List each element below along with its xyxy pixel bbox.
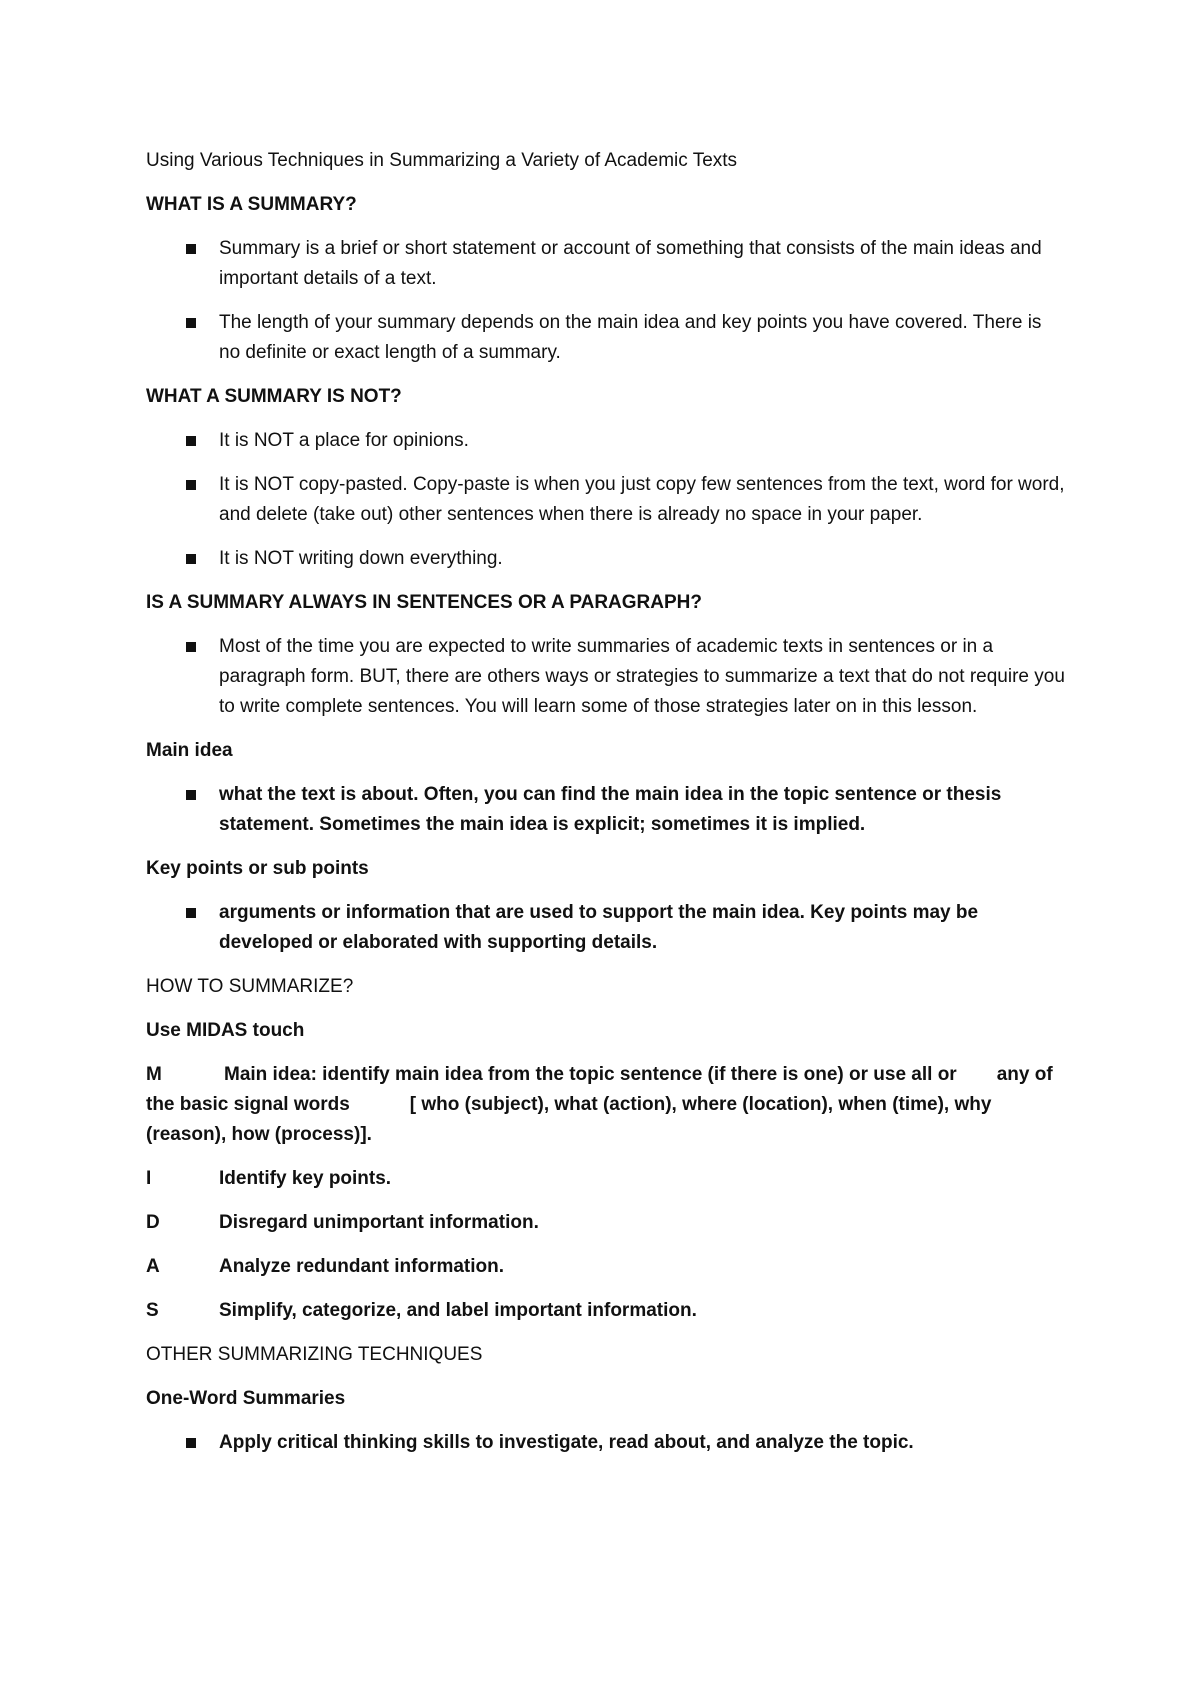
square-bullet-icon — [186, 244, 196, 254]
heading-how-to-summarize: HOW TO SUMMARIZE? — [146, 976, 354, 997]
subheading-one-word-summaries: One-Word Summaries — [146, 1388, 346, 1409]
midas-row-m: M Main idea: identify main idea from the topic sentence (if there is one) or use all or any of the basic signal words [ who (subject), what (action), where (location), when (time), why (reason), how (process)]. — [146, 1060, 1066, 1150]
list-item: what the text is about. Often, you can find the main idea in the topic sentence or thesis statement. Sometimes the main idea is explicit; sometimes it is implied. — [146, 780, 1066, 840]
list-item: It is NOT writing down everything. — [146, 544, 1066, 574]
document-body — [146, 146, 1066, 1472]
subheading-midas-touch: Use MIDAS touch — [146, 1020, 305, 1041]
list-what-is-summary — [146, 234, 1066, 368]
midas-row-s: S Simplify, categorize, and label important information. — [146, 1296, 1066, 1326]
heading-other-techniques: OTHER SUMMARIZING TECHNIQUES — [146, 1344, 483, 1365]
square-bullet-icon — [186, 318, 196, 328]
heading-always-sentences: IS A SUMMARY ALWAYS IN SENTENCES OR A PARAGRAPH? — [146, 592, 702, 613]
list-item: Apply critical thinking skills to investigate, read about, and analyze the topic. — [146, 1428, 1066, 1458]
midas-letter: S — [146, 1300, 159, 1321]
midas-row-i: I Identify key points. — [146, 1164, 1066, 1194]
square-bullet-icon — [186, 436, 196, 446]
list-item: arguments or information that are used to support the main idea. Key points may be developed or elaborated with supporting details. — [146, 898, 1066, 958]
square-bullet-icon — [186, 790, 196, 800]
heading-key-points: Key points or sub points — [146, 858, 369, 879]
list-item: It is NOT copy-pasted. Copy-paste is when you just copy few sentences from the text, word for word, and delete (take out) other sentences when there is already no space in your paper. — [146, 470, 1066, 530]
square-bullet-icon — [186, 908, 196, 918]
list-main-idea — [146, 780, 1066, 840]
square-bullet-icon — [186, 642, 196, 652]
document-title: Using Various Techniques in Summarizing a Variety of Academic Texts — [146, 150, 738, 171]
list-what-summary-is-not — [146, 426, 1066, 574]
list-key-points — [146, 898, 1066, 958]
heading-main-idea: Main idea — [146, 740, 233, 761]
midas-letter: I — [146, 1168, 152, 1189]
midas-letter: M — [146, 1064, 162, 1085]
midas-letter: D — [146, 1212, 160, 1233]
midas-row-d: D Disregard unimportant information. — [146, 1208, 1066, 1238]
heading-what-summary-is-not: WHAT A SUMMARY IS NOT? — [146, 386, 402, 407]
square-bullet-icon — [186, 554, 196, 564]
list-item: Most of the time you are expected to write summaries of academic texts in sentences or in a paragraph form. BUT, there are others ways or strategies to summarize a text that do not require you to write complete sentences. You will learn some of those strategies later on in this lesson. — [146, 632, 1066, 722]
list-always-sentences — [146, 632, 1066, 722]
list-one-word-summaries — [146, 1428, 1066, 1458]
square-bullet-icon — [186, 480, 196, 490]
list-item: Summary is a brief or short statement or account of something that consists of the main ideas and important details of a text. — [146, 234, 1066, 294]
list-item: The length of your summary depends on the main idea and key points you have covered. There is no definite or exact length of a summary. — [146, 308, 1066, 368]
midas-letter: A — [146, 1256, 160, 1277]
midas-row-a: A Analyze redundant information. — [146, 1252, 1066, 1282]
square-bullet-icon — [186, 1438, 196, 1448]
heading-what-is-summary: WHAT IS A SUMMARY? — [146, 194, 357, 215]
list-item: It is NOT a place for opinions. — [146, 426, 1066, 456]
